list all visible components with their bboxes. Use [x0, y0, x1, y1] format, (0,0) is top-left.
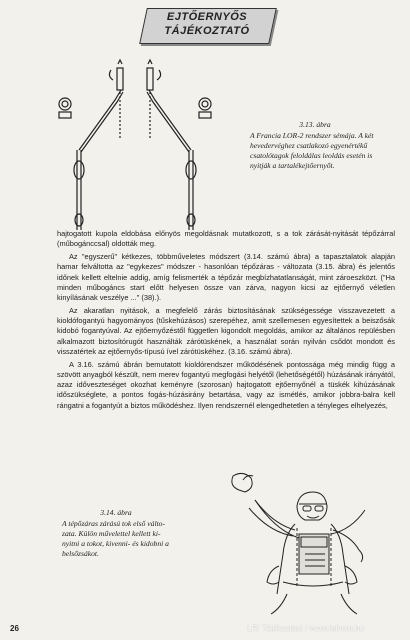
figure-3-14-text: A tépőzáras zárású tok első változata. Külön művelettel kellett kinyitni a tokot, kivenni- és kidobni a belsőzsákot.	[62, 519, 169, 558]
paragraph-2: Az "egyszerű" kétkezes, többműveletes módszert (3.14. számú ábra) a tapasztalatok alapján hamar felváltotta az "egykezes" módszer - hasonlóan tépőzáras - változata (3.15. ábra) és jelentős időnek kellett eltelnie addig, amíg felismerték a tépőzár megbízhatatlanságát, mint zároeszközt. ("Ha minden műbogáncs start előtt helyesen össze van zárva, nagyon kicsi az ejtőernyő véletlen kinyílásának veszélye ..." (38).).	[57, 252, 395, 302]
page-number: 26	[10, 624, 19, 633]
paragraph-1: hajtogatott kupola eldobása előnyös megoldásnak mutatkozott, s a tok zárását-nyitását tépőzárral (műbogánccsal) oldották meg.	[57, 229, 395, 249]
paragraph-4: A 3.16. számú ábrán bemutatott kioldórendszer működésének pontossága még mindig függ a szövött anyagból készült, nem merev fogantyú megfogási helyétől (lehetőségétől) húzásának irányától, azaz időveszteséget okozhat keményre (szorosan) hajtogatott ejtőernyőnél a tüskék kihúzásának időszükséglete, a pontos fogás-húzásirány betartása, vagy az ismétlés, amikor jobbra-balra kell rángatni a fogantyút a biztos működéshez. Ilyen rendszernél elengedhetetlen a tényleges elhelyezés,	[57, 359, 395, 410]
figure-3-14-caption	[62, 508, 170, 559]
paragraph-3: Az akaratlan nyitások, a megfelelő zárás biztosításának szükségessége visszavezetett a kioldófogantyú hagyományos (tűskehúzásos) szerepéhez, amit szellemesen egyesítettek a beiszősák kidobó fogantyúval. Az ejtőernyőzéstől független kigondolt megoldás, amikor az általános repülésben alkalmazott biztosítórugót használták zárótüskének, a használat során nyilván csődöt mondott és visszatértek az ejtőernyős-típusú ível zárótüskéhez. (3.16. számú ábra).	[57, 306, 395, 356]
body-text	[57, 229, 395, 414]
header-title	[143, 10, 271, 38]
figure-3-13-text: A Francia LOR-2 rendszer sémája. A két hevedervéghez csatlakozó egyenértékű csatolótagok feloldálas leoldás esetén is nyitják a tartalékejtőernyőt.	[250, 131, 374, 170]
header-line-1: EJTŐERNYŐS	[166, 11, 248, 23]
figure-3-13-caption	[250, 120, 380, 171]
figure-3-13-drawing	[55, 50, 215, 240]
watermark: LRI Tájékoztató / www.felhout.hu	[247, 624, 364, 633]
figure-3-13-title: 3.13. ábra	[299, 120, 331, 129]
header-line-2: TÁJÉKOZTATÓ	[164, 25, 250, 37]
figure-3-14-title: 3.14. ábra	[100, 508, 132, 517]
figure-3-14-drawing	[195, 470, 405, 620]
